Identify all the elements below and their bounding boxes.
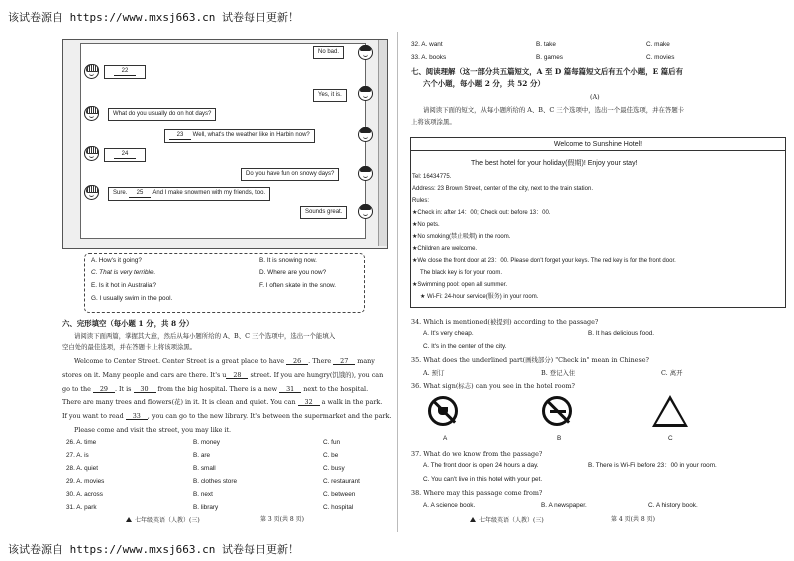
- question-37: 37. What do we know from the passage?: [411, 450, 543, 458]
- choice-30-c: C. between: [323, 491, 356, 498]
- hotel-rule-checkin: ★Check in: after 14：00; Check out: before 13：00.: [412, 210, 551, 216]
- choice-32-c: C. make: [646, 41, 670, 48]
- hotel-subtitle: The best hotel for your holiday(假期)! Enjoy your stay!: [471, 160, 638, 167]
- boy-avatar-icon: [84, 64, 99, 79]
- footer-left-subject: 七年级英语（人教）(三): [126, 517, 200, 524]
- choice-26-b: B. money: [193, 439, 220, 446]
- boy-avatar-icon: [84, 146, 99, 161]
- question-34: 34. Which is mentioned(被提到) according to the passage?: [411, 318, 599, 326]
- choice-31-a: 31. A. park: [66, 504, 97, 511]
- option-c: C. That is very terrible.: [91, 269, 156, 276]
- girl-avatar-icon: [358, 86, 373, 101]
- q34-option-a: A. It's very cheap.: [423, 330, 474, 337]
- choice-29-a: 29. A. movies: [66, 478, 105, 485]
- hotel-rules-label: Rules:: [412, 198, 430, 204]
- footer-right-page: 第 4 页(共 8 页): [611, 516, 655, 523]
- bubble-blank-22: 22: [104, 65, 146, 79]
- choice-33-c: C. movies: [646, 54, 675, 61]
- q38-option-a: A. A science book.: [423, 502, 476, 509]
- boy-avatar-icon: [84, 185, 99, 200]
- scrollbar: [378, 40, 387, 246]
- option-g: G. I usually swim in the pool.: [91, 295, 173, 302]
- q34-option-c: C. It's in the center of the city.: [423, 343, 507, 350]
- footer-left-page: 第 3 页(共 8 页): [260, 516, 304, 523]
- option-b: B. It is snowing now.: [259, 257, 317, 264]
- hotel-rule-wifi: ★ Wi-Fi: 24-hour service(服务) in your room.: [420, 294, 539, 300]
- choice-26-a: 26. A. time: [66, 439, 97, 446]
- hotel-rule-pets: ★No pets.: [412, 222, 440, 228]
- choice-31-c: C. hospital: [323, 504, 354, 511]
- q35-option-a: A. 预订: [423, 369, 445, 377]
- section-a-label: (A): [590, 93, 600, 101]
- bubble-no-bad: No bad.: [313, 46, 344, 59]
- q34-option-b: B. It has delicious food.: [588, 330, 655, 337]
- bubble-hot-days: What do you usually do on hot days?: [108, 108, 216, 121]
- q37-option-a: A. The front door is open 24 hours a day.: [423, 462, 539, 469]
- choice-30-b: B. next: [193, 491, 213, 498]
- choice-27-b: B. are: [193, 452, 211, 459]
- hotel-address: Address: 23 Brown Street, center of the city, next to the train station.: [412, 186, 593, 192]
- q37-option-b: B. There is Wi-Fi before 23：00 in your room.: [588, 462, 717, 469]
- bubble-sounds-great: Sounds great.: [300, 206, 347, 219]
- reading-heading: 七、阅读理解（这一部分共五篇短文，A 至 D 篇每篇短文后有五个小题，E 篇后有: [411, 67, 683, 76]
- bubble-snowmen: Sure. 25 And I make snowmen with my friends, too.: [108, 187, 270, 201]
- bottom-banner: 该试卷源自 https://www.mxsj663.cn 试卷每日更新！: [8, 543, 299, 556]
- choice-30-a: 30. A. across: [66, 491, 103, 498]
- q35-option-b: B. 登记入住: [541, 369, 576, 377]
- reading-heading-2: 六个小题，每小题 2 分，共 52 分）: [423, 79, 545, 88]
- hotel-rule-door: ★We close the front door at 23：00. Please don't forget your keys. The red key is for the front door.: [412, 258, 676, 264]
- no-food-sign-icon: [428, 396, 458, 426]
- bubble-weather: 23 Well, what's the weather like in Harbin now?: [164, 129, 315, 143]
- girl-avatar-icon: [358, 127, 373, 142]
- cloze-instruction-2: 空白处的最佳选项，并在答题卡上将该项涂黑。: [62, 343, 197, 351]
- girl-avatar-icon: [358, 45, 373, 60]
- bubble-yes: Yes, it is.: [313, 89, 347, 102]
- page-fold: [397, 32, 398, 532]
- cloze-instruction: 请阅读下面两篇，掌握其大意，然后从每小题所给的 A、B、C 三个选项中，选出一个能填入: [74, 332, 336, 340]
- hotel-tel: Tel: 16434775.: [412, 174, 452, 180]
- girl-avatar-icon: [358, 166, 373, 181]
- option-e: E. Is it hot in Australia?: [91, 282, 157, 289]
- boy-avatar-icon: [84, 106, 99, 121]
- hotel-rule-children: ★Children are welcome.: [412, 246, 478, 252]
- q38-option-b: B. A newspaper.: [541, 502, 587, 509]
- hotel-rule-keys: The black key is for your room.: [420, 270, 503, 276]
- q35-option-c: C. 离开: [661, 369, 683, 377]
- cloze-line-4: There are many trees and flowers(花) in it. It is clean and quiet. You can 32 a walk in the park.: [62, 398, 383, 406]
- choice-31-b: B. library: [193, 504, 219, 511]
- top-banner: 该试卷源自 https://www.mxsj663.cn 试卷每日更新！: [8, 11, 299, 24]
- cloze-line-5: If you want to read 33 , you can go to the new library. It's between the supermarket and the park.: [62, 412, 392, 420]
- choice-32-a: 32. A. want: [411, 41, 443, 48]
- cloze-line-3: go to the 29 . It is 30 from the big hospital. There is a new 31 next to the hospital.: [62, 385, 369, 393]
- choice-29-c: C. restaurant: [323, 478, 360, 485]
- reading-instruction: 请阅读下面的短文，从每小题所给的 A、B、C 三个选项中，选出一个最佳选项，并在答题卡: [423, 106, 685, 114]
- question-38: 38. Where may this passage come from?: [411, 489, 543, 497]
- cloze-heading: 六、完形填空（每小题 1 分，共 8 分）: [62, 319, 194, 328]
- question-35: 35. What does the underlined part(画线部分) "Check in" mean in Chinese?: [411, 356, 649, 364]
- choice-33-b: B. games: [536, 54, 563, 61]
- girl-avatar-icon: [358, 204, 373, 219]
- q36-label-b: B: [557, 435, 562, 442]
- choice-26-c: C. fun: [323, 439, 341, 446]
- caution-wet-sign-icon: [652, 395, 688, 427]
- cloze-closing: Please come and visit the street, you may like it.: [74, 426, 232, 434]
- q37-option-c: C. You can't live in this hotel with your pet.: [423, 476, 543, 483]
- choice-28-b: B. small: [193, 465, 216, 472]
- hotel-rule-smoking: ★No smoking(禁止吸烟) in the room.: [412, 234, 511, 240]
- option-d: D. Where are you now?: [259, 269, 327, 276]
- option-f: F. I often skate in the snow.: [259, 282, 337, 289]
- choice-33-a: 33. A. books: [411, 54, 447, 61]
- hotel-title: Welcome to Sunshine Hotel!: [411, 138, 785, 151]
- footer-right-subject: 七年级英语（人教）(三): [470, 517, 544, 524]
- q38-option-c: C. A history book.: [648, 502, 698, 509]
- q36-label-c: C: [668, 435, 673, 442]
- question-36: 36. What sign(标志) can you see in the hotel room?: [411, 382, 575, 390]
- bubble-blank-24: 24: [104, 148, 146, 162]
- hotel-rule-pool: ★Swimming pool: open all summer.: [412, 282, 508, 288]
- q36-label-a: A: [443, 435, 448, 442]
- bubble-snowy-days: Do you have fun on snowy days?: [241, 168, 339, 181]
- choice-27-c: C. be: [323, 452, 339, 459]
- cloze-line-1: Welcome to Center Street. Center Street is a great place to have 26 . There 27 many: [74, 357, 375, 365]
- choice-28-c: C. busy: [323, 465, 345, 472]
- reading-instruction-2: 上将该项涂黑。: [411, 118, 456, 126]
- cloze-line-2: stores on it. Many people and cars are there. It's u 28 street. If you are hungry(饥饿的), you can: [62, 371, 384, 379]
- choice-32-b: B. take: [536, 41, 556, 48]
- choice-29-b: B. clothes store: [193, 478, 238, 485]
- option-a: A. How's it going?: [91, 257, 142, 264]
- choice-28-a: 28. A. quiet: [66, 465, 98, 472]
- no-smoking-sign-icon: [542, 396, 572, 426]
- choice-27-a: 27. A. is: [66, 452, 89, 459]
